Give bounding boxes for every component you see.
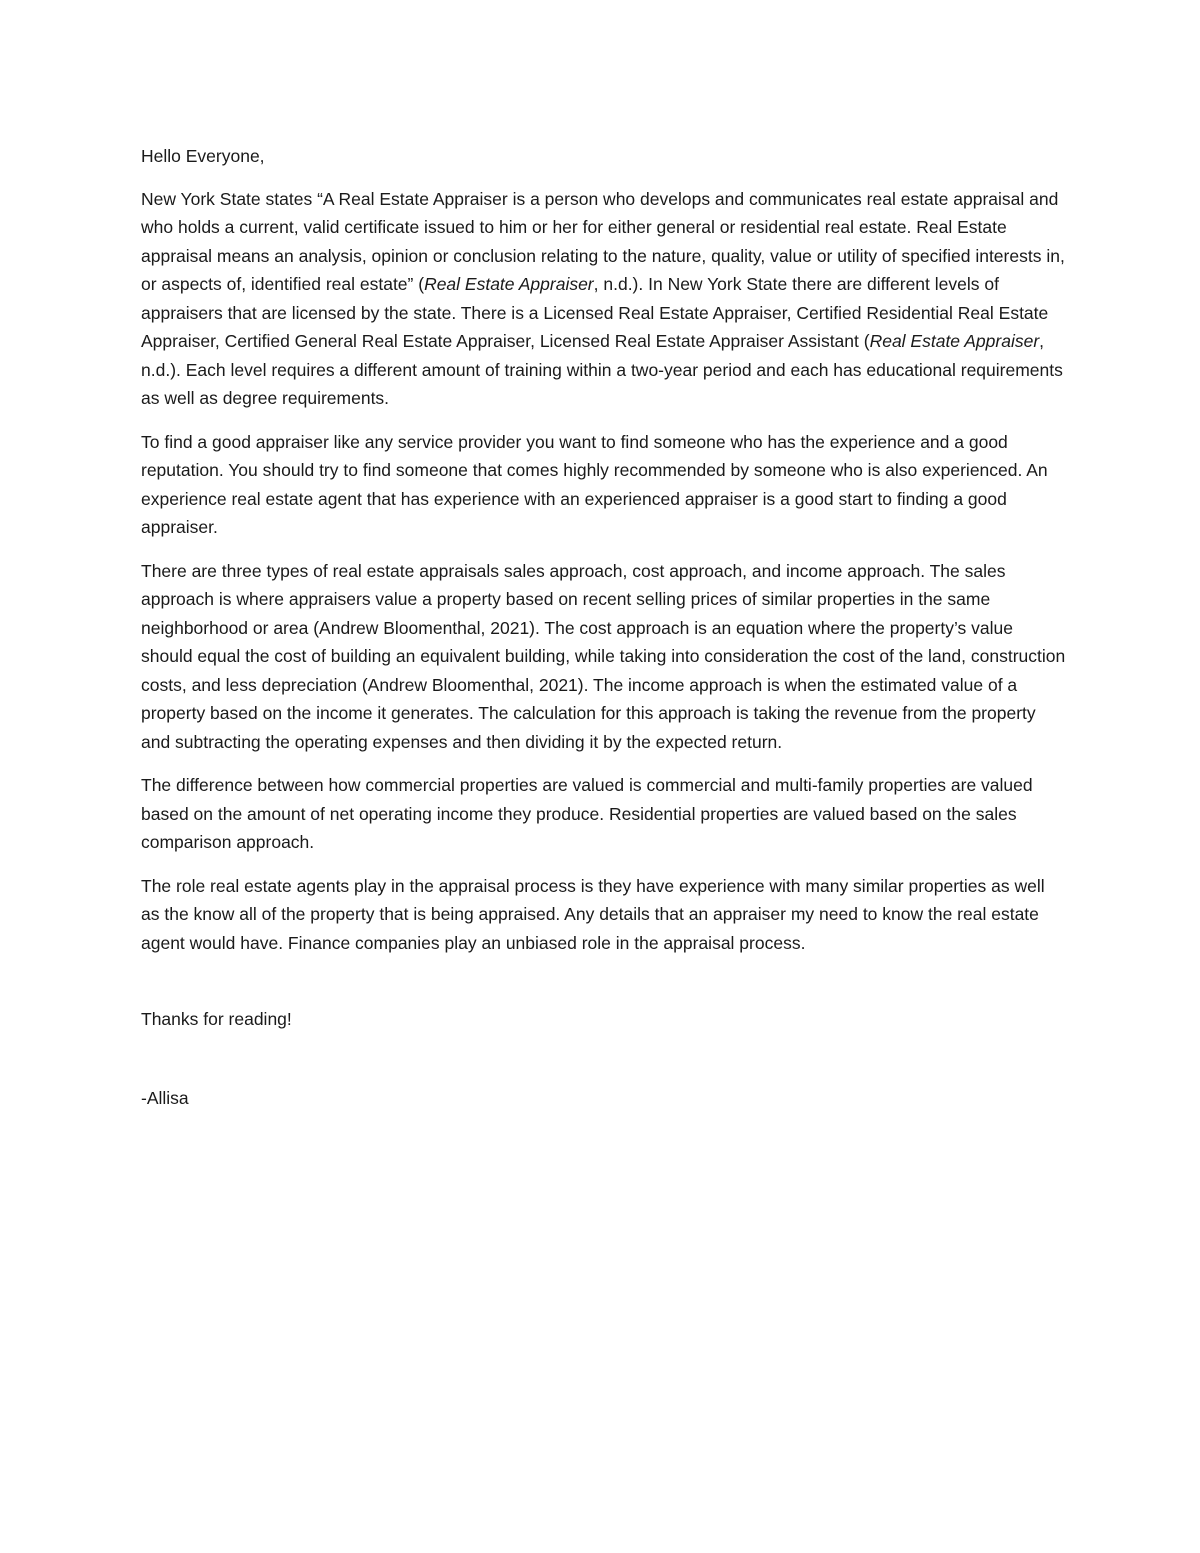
paragraph-finding-appraiser: To find a good appraiser like any service provider you want to find someone who has the experience and a good reputation. You should try to find someone that comes highly recommended by someone who is also experienced. An experience real estate agent that has experience with an experienced appraiser is a good start to finding a good appraiser. bbox=[141, 431, 1048, 537]
letter-body bbox=[141, 142, 1066, 1127]
citation-real-estate-appraiser: Real Estate Appraiser bbox=[424, 274, 594, 294]
paragraph-1-text-a: New York State states “A Real Estate Appraiser is a person who develops and communicates real estate appraisal and who holds a current, valid certificate issued to him or her for either general or residential real estate. Real Estate appraisal means an analysis, opinion or conclusion relating to the nature, quality, value or utility of specified interests in, or aspects of, identified real estate” ( bbox=[141, 188, 1065, 294]
greeting: Hello Everyone, bbox=[141, 146, 265, 166]
paragraph-1-text-b: , n.d.). In New York State there are different levels of appraisers that are licensed by the state. There is a Licensed Real Estate Appraiser, Certified Residential Real Estate Appraiser, Certified General Real Estate Appraiser, Licensed Real Estate Appraiser Assistant ( bbox=[141, 274, 1049, 351]
paragraph-appraiser-definition bbox=[141, 185, 1066, 413]
paragraph-1-text-c: , n.d.). Each level requires a different amount of training within a two-year period and each has educational requirements as well as degree requirements. bbox=[141, 331, 1063, 408]
citation-real-estate-appraiser-2: Real Estate Appraiser bbox=[869, 331, 1040, 351]
paragraph-commercial-vs-residential: The difference between how commercial properties are valued is commercial and multi-family properties are valued based on the amount of net operating income they produce. Residential properties are valued based on the sales comparison approach. bbox=[141, 775, 1033, 852]
signature: -Allisa bbox=[141, 1087, 189, 1108]
paragraph-appraisal-types: There are three types of real estate appraisals sales approach, cost approach, and income approach. The sales approach is where appraisers value a property based on recent selling prices of similar properties in the same neighborhood or area (Andrew Bloomenthal, 2021). The cost approach is an equation where the property’s value should equal the cost of building an equivalent building, while taking into consideration the cost of the land, construction costs, and less depreciation (Andrew Bloomenthal, 2021). The income approach is when the estimated value of a property based on the income it generates. The calculation for this approach is taking the revenue from the property and subtracting the operating expenses and then dividing it by the expected return. bbox=[141, 560, 1066, 752]
paragraph-agent-role: The role real estate agents play in the appraisal process is they have experience with many similar properties as well as the know all of the property that is being appraised. Any details that an appraiser my need to know the real estate agent would have. Finance companies play an unbiased role in the appraisal process. bbox=[141, 875, 1045, 953]
closing-line: Thanks for reading! bbox=[141, 1009, 292, 1029]
